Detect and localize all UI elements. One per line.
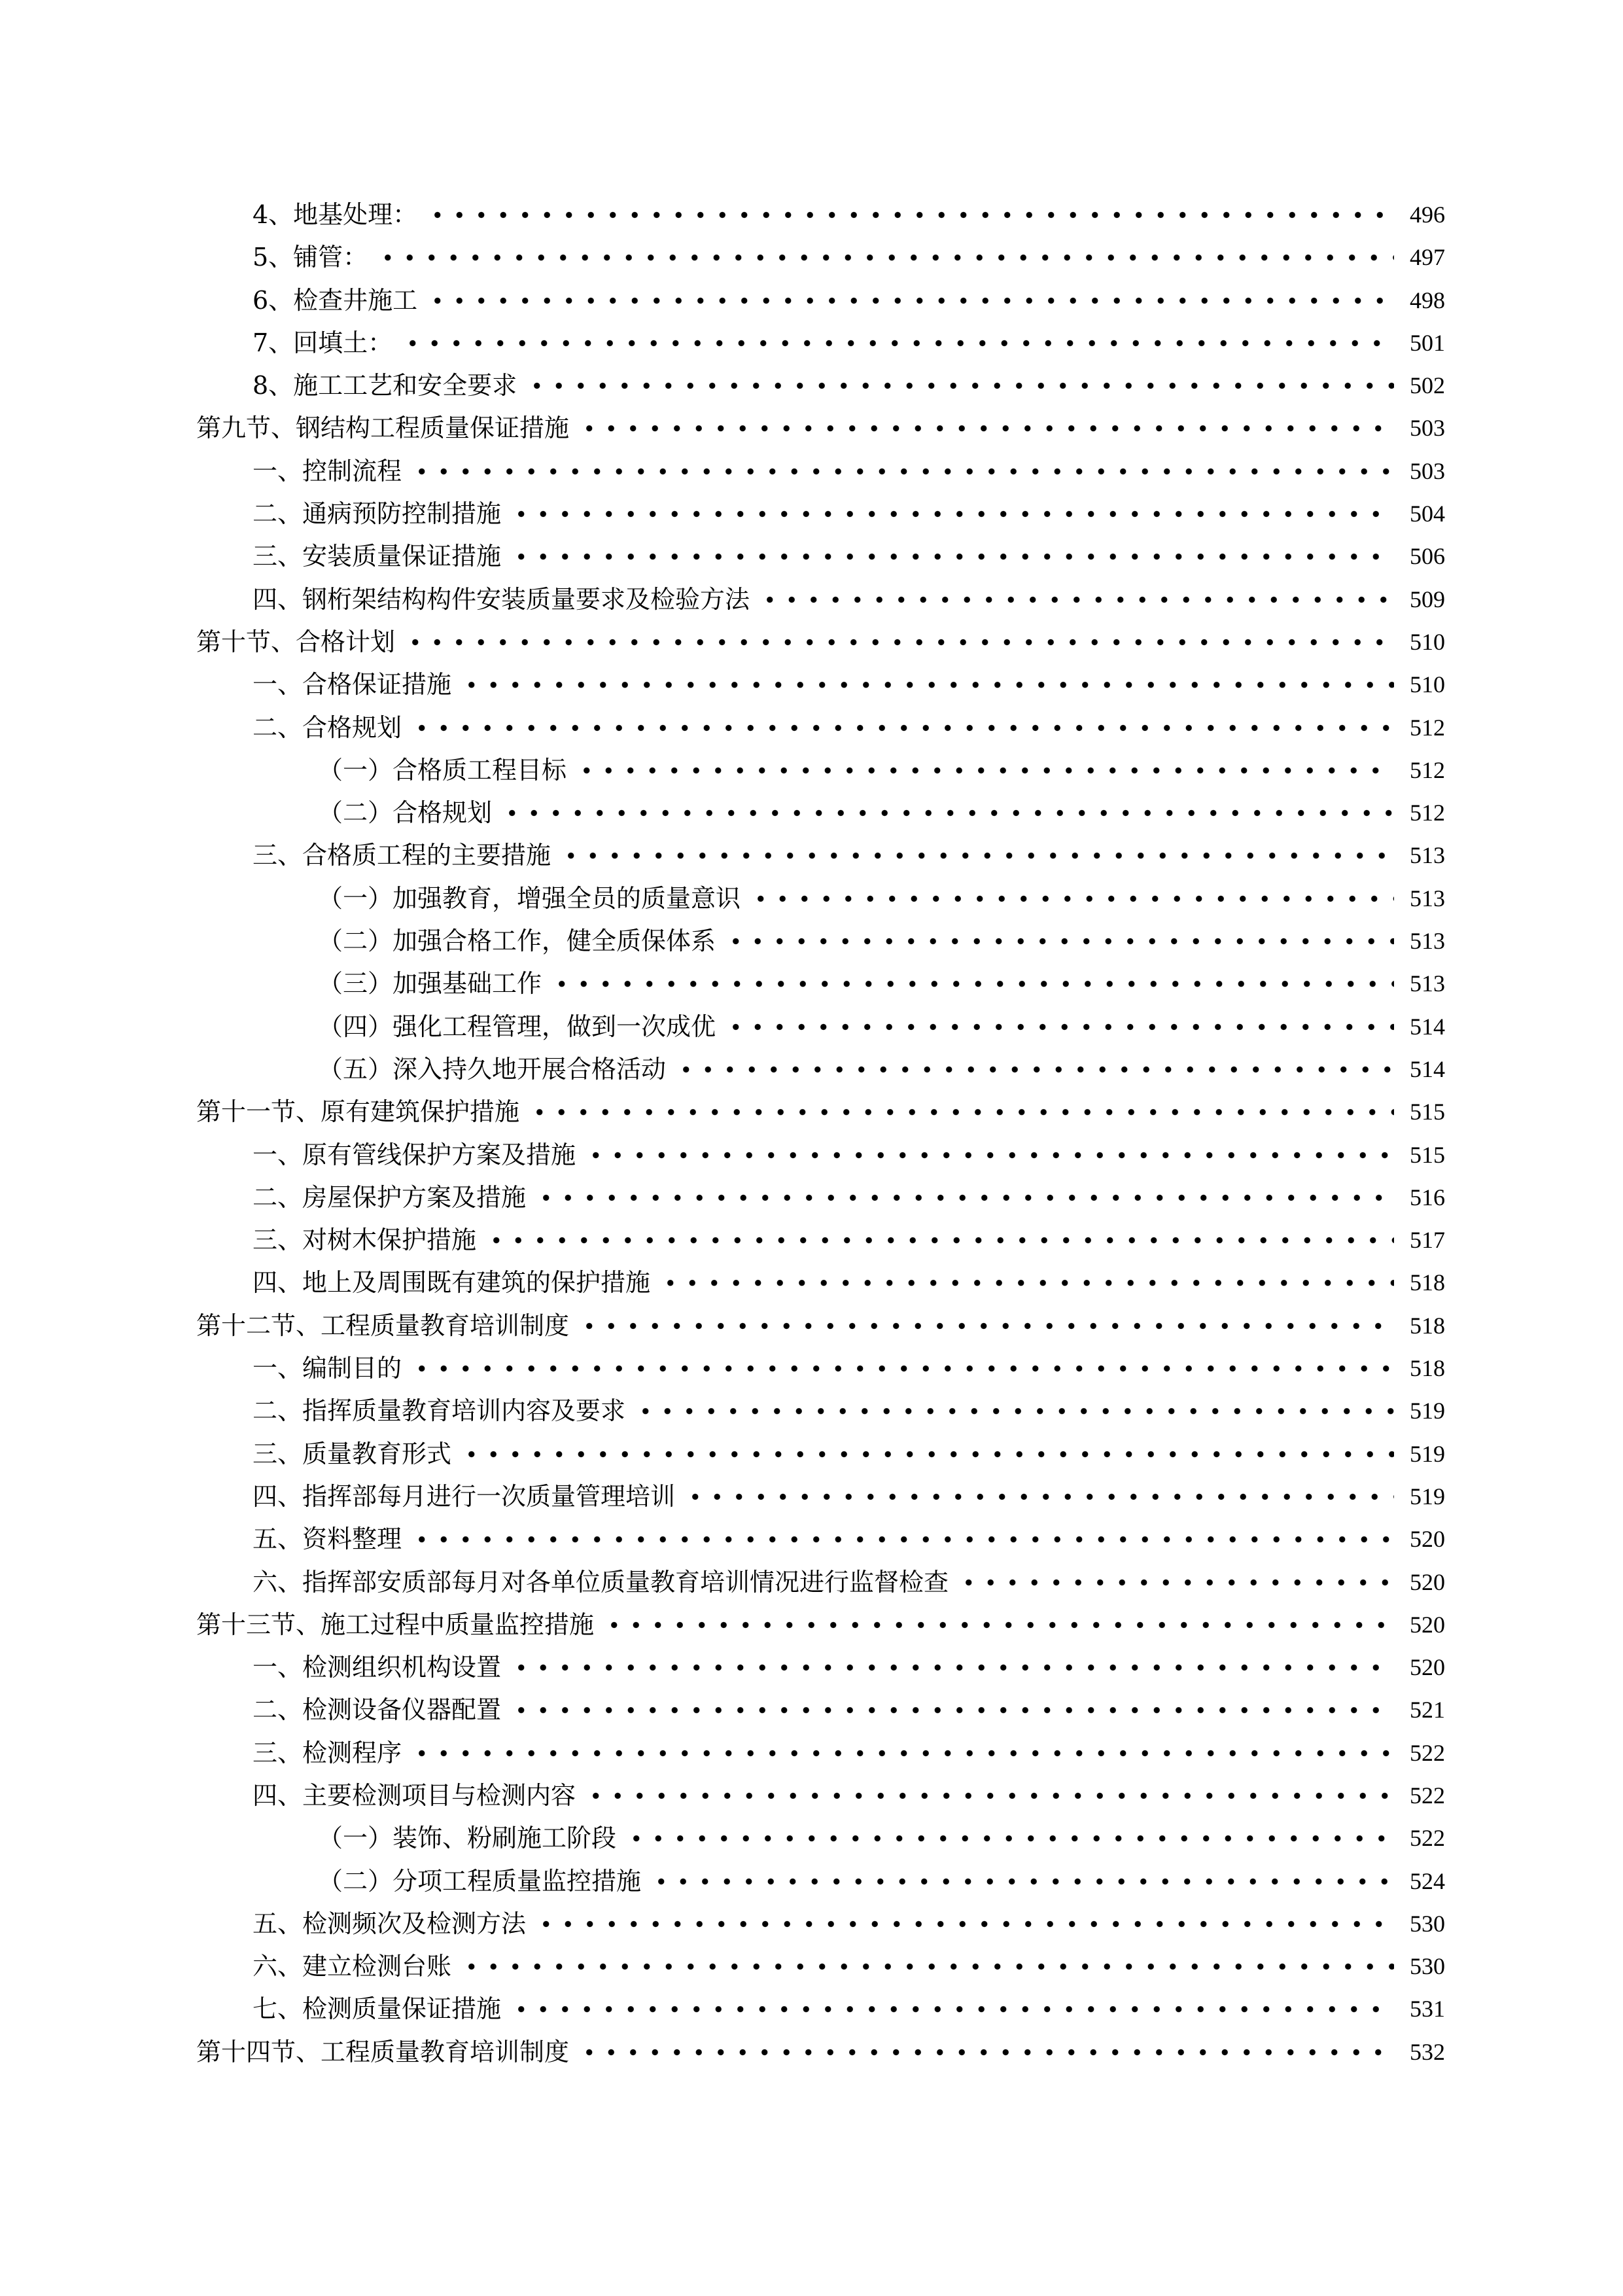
dot-leader <box>461 1945 1394 1988</box>
toc-entry[interactable] <box>0 1860 1623 1903</box>
dot-leader <box>576 749 1394 792</box>
toc-entry-line <box>253 236 1445 279</box>
toc-entry[interactable] <box>0 621 1623 663</box>
toc-entry-line <box>196 1305 1445 1347</box>
dot-leader <box>529 1091 1394 1133</box>
toc-entry-line <box>196 407 1445 450</box>
toc-entry[interactable] <box>0 1134 1623 1176</box>
toc-entry-title: 6、检查井施工 <box>253 285 418 315</box>
toc-entry-page-number: 515 <box>1410 1141 1445 1168</box>
dot-leader <box>725 1006 1394 1048</box>
toc-entry[interactable] <box>0 1433 1623 1475</box>
toc-entry[interactable] <box>0 1646 1623 1689</box>
toc-entry-page-number: 512 <box>1410 714 1445 741</box>
toc-entry-line <box>318 1006 1445 1048</box>
toc-entry-title: 一、控制流程 <box>253 456 402 486</box>
dot-leader <box>578 407 1394 450</box>
toc-entry[interactable] <box>0 1689 1623 1731</box>
dot-leader <box>501 792 1394 834</box>
toc-entry-line <box>253 1475 1445 1518</box>
toc-entry[interactable] <box>0 493 1623 535</box>
dot-leader <box>578 1305 1394 1347</box>
toc-entry-page-number: 522 <box>1410 1825 1445 1852</box>
toc-entry-page-number: 509 <box>1410 586 1445 612</box>
toc-entry[interactable] <box>0 1561 1623 1604</box>
toc-entry-title: 二、指挥质量教育培训内容及要求 <box>253 1396 626 1426</box>
dot-leader <box>411 1347 1394 1390</box>
dot-leader <box>578 2031 1394 2074</box>
toc-entry-line <box>253 1775 1445 1817</box>
toc-entry-page-number: 517 <box>1410 1227 1445 1254</box>
toc-entry-page-number: 531 <box>1410 1996 1445 2022</box>
toc-entry-line <box>253 194 1445 236</box>
toc-entry[interactable] <box>0 1604 1623 1646</box>
toc-entry-title: （二）加强合格工作，健全质保体系 <box>318 927 716 956</box>
dot-leader <box>404 621 1394 663</box>
toc-entry[interactable] <box>0 1945 1623 1988</box>
toc-entry-title: 一、合格保证措施 <box>253 670 452 699</box>
toc-entry[interactable] <box>0 1006 1623 1048</box>
toc-entry-page-number: 519 <box>1410 1398 1445 1424</box>
toc-entry-page-number: 503 <box>1410 457 1445 484</box>
toc-entry-page-number: 513 <box>1410 928 1445 955</box>
toc-entry-title: 一、原有管线保护方案及措施 <box>253 1140 576 1169</box>
toc-entry-page-number: 497 <box>1410 244 1445 271</box>
toc-entry-title: 四、指挥部每月进行一次质量管理培训 <box>253 1481 676 1511</box>
toc-entry-page-number: 530 <box>1410 1910 1445 1937</box>
toc-entry[interactable] <box>0 1817 1623 1860</box>
toc-entry[interactable] <box>0 877 1623 920</box>
toc-entry-line <box>196 2031 1445 2074</box>
dot-leader <box>427 279 1394 322</box>
toc-entry-page-number: 512 <box>1410 756 1445 783</box>
toc-entry-title: 四、钢桁架结构构件安装质量要求及检验方法 <box>253 584 750 614</box>
toc-entry-line <box>253 364 1445 407</box>
toc-entry-title: 六、指挥部安质部每月对各单位质量教育培训情况进行监督检查 <box>253 1567 949 1597</box>
table-of-contents <box>0 194 1623 2074</box>
toc-entry[interactable] <box>0 322 1623 364</box>
toc-entry[interactable] <box>0 920 1623 963</box>
toc-entry-title: 5、铺管： <box>253 243 368 272</box>
dot-leader <box>510 1646 1394 1689</box>
toc-entry-page-number: 513 <box>1410 842 1445 869</box>
toc-entry-line <box>253 578 1445 621</box>
toc-entry[interactable] <box>0 2031 1623 2074</box>
toc-entry-title: 二、通病预防控制措施 <box>253 499 502 529</box>
toc-entry[interactable] <box>0 279 1623 322</box>
toc-entry-page-number: 501 <box>1410 329 1445 356</box>
toc-entry-page-number: 520 <box>1410 1526 1445 1553</box>
toc-entry[interactable] <box>0 707 1623 749</box>
dot-leader <box>684 1475 1394 1518</box>
toc-entry-title: 七、检测质量保证措施 <box>253 1994 502 2024</box>
toc-entry-line <box>253 1219 1445 1262</box>
toc-entry[interactable] <box>0 1091 1623 1133</box>
dot-leader <box>526 364 1394 407</box>
toc-entry[interactable] <box>0 1176 1623 1219</box>
toc-entry-line <box>253 1134 1445 1176</box>
dot-leader <box>725 920 1394 963</box>
dot-leader <box>411 1518 1394 1561</box>
toc-entry-title: 四、地上及周围既有建筑的保护措施 <box>253 1268 651 1298</box>
toc-entry-title: 8、施工工艺和安全要求 <box>253 371 517 400</box>
toc-entry[interactable] <box>0 1262 1623 1304</box>
toc-entry-line <box>253 1176 1445 1219</box>
toc-entry-line <box>253 1689 1445 1731</box>
dot-leader <box>427 194 1394 236</box>
toc-entry-title: 五、资料整理 <box>253 1525 402 1554</box>
toc-entry-title: 四、主要检测项目与检测内容 <box>253 1780 576 1810</box>
toc-entry-title: （五）深入持久地开展合格活动 <box>318 1054 667 1084</box>
dot-leader <box>485 1219 1394 1262</box>
toc-entry-line <box>196 621 1445 663</box>
toc-entry-line <box>253 493 1445 535</box>
toc-entry-line <box>318 1048 1445 1091</box>
toc-entry-page-number: 532 <box>1410 2038 1445 2065</box>
toc-entry-title: 三、安装质量保证措施 <box>253 542 502 571</box>
toc-entry-line <box>253 1390 1445 1432</box>
dot-leader <box>510 493 1394 535</box>
toc-entry[interactable] <box>0 963 1623 1005</box>
toc-entry[interactable] <box>0 1305 1623 1347</box>
toc-entry-page-number: 519 <box>1410 1483 1445 1510</box>
toc-entry-line <box>253 1518 1445 1561</box>
dot-leader <box>535 1903 1394 1945</box>
toc-entry-title: 第十节、合格计划 <box>196 627 396 656</box>
toc-entry-title: 4、地基处理： <box>253 200 418 229</box>
toc-entry-line <box>318 877 1445 920</box>
toc-entry-page-number: 520 <box>1410 1611 1445 1638</box>
dot-leader <box>675 1048 1394 1091</box>
toc-entry-title: 二、房屋保护方案及措施 <box>253 1182 527 1212</box>
toc-entry-title: 六、建立检测台账 <box>253 1952 452 1981</box>
toc-entry-line <box>253 1903 1445 1945</box>
toc-entry-page-number: 506 <box>1410 543 1445 570</box>
toc-entry-page-number: 498 <box>1410 287 1445 313</box>
toc-entry-title: 第十二节、工程质量教育培训制度 <box>196 1311 570 1340</box>
toc-entry-line <box>253 1646 1445 1689</box>
dot-leader <box>461 1433 1394 1475</box>
toc-entry-title: 第九节、钢结构工程质量保证措施 <box>196 414 570 443</box>
toc-entry-page-number: 503 <box>1410 415 1445 442</box>
toc-entry-line <box>318 1817 1445 1860</box>
dot-leader <box>411 450 1394 493</box>
toc-entry-page-number: 515 <box>1410 1099 1445 1125</box>
dot-leader <box>650 1860 1394 1903</box>
toc-entry-title: 三、合格质工程的主要措施 <box>253 841 551 870</box>
dot-leader <box>551 963 1394 1005</box>
toc-entry[interactable] <box>0 236 1623 279</box>
toc-entry-title: 第十四节、工程质量教育培训制度 <box>196 2037 570 2066</box>
toc-entry-page-number: 522 <box>1410 1782 1445 1809</box>
toc-entry-title: 二、合格规划 <box>253 713 402 742</box>
toc-entry-page-number: 504 <box>1410 501 1445 527</box>
toc-entry-line <box>253 535 1445 578</box>
toc-entry[interactable] <box>0 663 1623 706</box>
dot-leader <box>958 1561 1394 1604</box>
toc-entry[interactable] <box>0 1732 1623 1775</box>
toc-entry-line <box>253 663 1445 706</box>
toc-entry[interactable] <box>0 1903 1623 1945</box>
toc-entry-title: （一）装饰、粉刷施工阶段 <box>318 1824 617 1853</box>
toc-entry[interactable] <box>0 364 1623 407</box>
toc-entry-page-number: 510 <box>1410 628 1445 655</box>
dot-leader <box>402 322 1394 364</box>
toc-entry-line <box>318 749 1445 792</box>
toc-entry[interactable] <box>0 535 1623 578</box>
toc-entry-page-number: 510 <box>1410 671 1445 698</box>
toc-entry-page-number: 516 <box>1410 1184 1445 1210</box>
toc-entry[interactable] <box>0 1988 1623 2030</box>
toc-entry-line <box>318 792 1445 834</box>
toc-entry-line <box>253 1561 1445 1604</box>
toc-entry-title: 三、检测程序 <box>253 1738 402 1767</box>
dot-leader <box>585 1775 1394 1817</box>
toc-entry-title: （二）合格规划 <box>318 798 493 828</box>
toc-entry-line <box>318 963 1445 1005</box>
toc-entry[interactable] <box>0 834 1623 877</box>
toc-entry-page-number: 513 <box>1410 970 1445 997</box>
toc-entry-line <box>253 707 1445 749</box>
dot-leader <box>510 535 1394 578</box>
toc-entry-line <box>253 322 1445 364</box>
toc-entry-title: 7、回填土： <box>253 328 393 357</box>
dot-leader <box>560 834 1394 877</box>
toc-entry-title: （一）加强教育，增强全员的质量意识 <box>318 883 741 913</box>
toc-entry-page-number: 502 <box>1410 372 1445 399</box>
toc-entry-line <box>253 1262 1445 1304</box>
dot-leader <box>461 663 1394 706</box>
toc-entry-title: 第十一节、原有建筑保护措施 <box>196 1097 520 1127</box>
toc-entry-page-number: 518 <box>1410 1269 1445 1296</box>
toc-entry-line <box>253 279 1445 322</box>
toc-entry-line <box>253 450 1445 493</box>
toc-entry[interactable] <box>0 1048 1623 1091</box>
toc-entry-title: （一）合格质工程目标 <box>318 755 567 785</box>
dot-leader <box>411 707 1394 749</box>
toc-entry-title: 二、检测设备仪器配置 <box>253 1695 502 1725</box>
toc-entry-line <box>318 920 1445 963</box>
toc-entry-line <box>253 834 1445 877</box>
toc-entry[interactable] <box>0 1219 1623 1262</box>
dot-leader <box>759 578 1394 621</box>
toc-entry-line <box>253 1988 1445 2030</box>
toc-entry-title: 三、质量教育形式 <box>253 1439 452 1468</box>
dot-leader <box>625 1817 1394 1860</box>
dot-leader <box>635 1390 1394 1432</box>
toc-entry-title: 第十三节、施工过程中质量监控措施 <box>196 1610 595 1639</box>
toc-entry[interactable] <box>0 194 1623 236</box>
toc-entry-line <box>196 1604 1445 1646</box>
toc-entry-title: 五、检测频次及检测方法 <box>253 1909 527 1938</box>
toc-entry[interactable] <box>0 1390 1623 1432</box>
toc-entry-page-number: 512 <box>1410 800 1445 826</box>
toc-entry-page-number: 520 <box>1410 1568 1445 1595</box>
dot-leader <box>510 1988 1394 2030</box>
toc-entry-line <box>318 1860 1445 1903</box>
dot-leader <box>750 877 1394 920</box>
dot-leader <box>510 1689 1394 1731</box>
toc-entry-title: （三）加强基础工作 <box>318 969 542 998</box>
toc-entry-title: （四）强化工程管理，做到一次成优 <box>318 1012 716 1041</box>
dot-leader <box>603 1604 1394 1646</box>
dot-leader <box>535 1176 1394 1219</box>
toc-entry-page-number: 514 <box>1410 1055 1445 1082</box>
toc-entry-page-number: 530 <box>1410 1953 1445 1980</box>
toc-entry-page-number: 514 <box>1410 1013 1445 1040</box>
dot-leader <box>411 1732 1394 1775</box>
toc-entry-page-number: 524 <box>1410 1867 1445 1894</box>
toc-entry[interactable] <box>0 578 1623 621</box>
toc-entry-page-number: 522 <box>1410 1739 1445 1766</box>
toc-entry-page-number: 518 <box>1410 1312 1445 1339</box>
toc-entry[interactable] <box>0 749 1623 792</box>
toc-entry-title: （二）分项工程质量监控措施 <box>318 1866 642 1896</box>
toc-entry-line <box>253 1945 1445 1988</box>
dot-leader <box>585 1134 1394 1176</box>
dot-leader <box>659 1262 1394 1304</box>
toc-entry-line <box>196 1091 1445 1133</box>
toc-entry-page-number: 496 <box>1410 202 1445 228</box>
toc-entry-page-number: 520 <box>1410 1654 1445 1681</box>
toc-entry[interactable] <box>0 407 1623 450</box>
toc-entry[interactable] <box>0 1347 1623 1390</box>
toc-entry-title: 一、编制目的 <box>253 1354 402 1383</box>
toc-entry-line <box>253 1433 1445 1475</box>
toc-entry-title: 一、检测组织机构设置 <box>253 1653 502 1682</box>
toc-entry-line <box>253 1347 1445 1390</box>
toc-entry[interactable] <box>0 1475 1623 1518</box>
toc-entry-line <box>253 1732 1445 1775</box>
toc-entry-page-number: 513 <box>1410 885 1445 911</box>
toc-entry[interactable] <box>0 792 1623 834</box>
toc-entry[interactable] <box>0 1518 1623 1561</box>
toc-entry[interactable] <box>0 1775 1623 1817</box>
dot-leader <box>377 236 1394 279</box>
toc-entry-page-number: 519 <box>1410 1440 1445 1467</box>
toc-entry-page-number: 521 <box>1410 1697 1445 1723</box>
toc-entry-title: 三、对树木保护措施 <box>253 1226 477 1255</box>
toc-entry-page-number: 518 <box>1410 1355 1445 1382</box>
toc-entry[interactable] <box>0 450 1623 493</box>
